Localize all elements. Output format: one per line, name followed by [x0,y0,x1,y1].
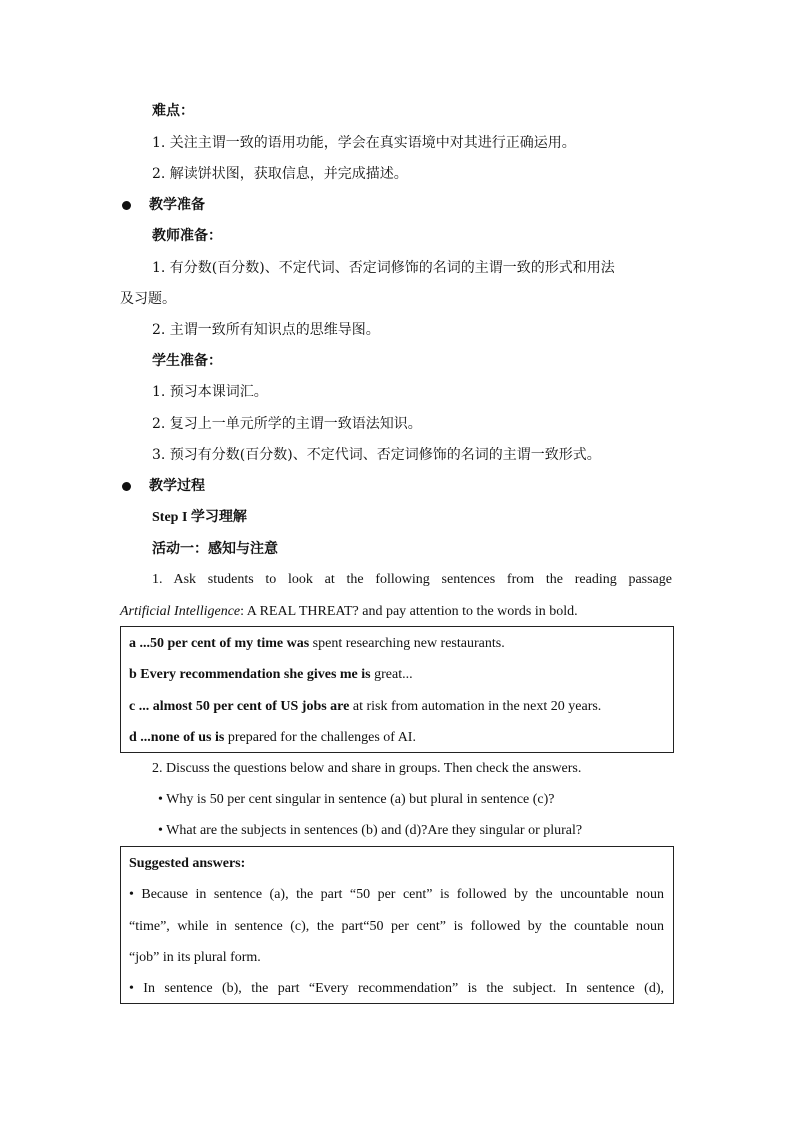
example-sentence-c: c ... almost 50 per cent of US jobs are at risk from automation in the next 20 years. [129,699,602,714]
student-prep-item: 3. 预习有分数(百分数)、不定代词、否定词修饰的名词的主谓一致形式。 [152,447,601,463]
instruction-2: 2. Discuss the questions below and share in groups. Then check the answers. [152,761,582,776]
student-prep-item: 1. 预习本课词汇。 [152,384,268,400]
bullet-dot [122,482,131,491]
instruction-1-rest: : A REAL THREAT? and pay attention to the words in bold. [240,604,578,619]
answer-line: • Because in sentence (a), the part “50 per cent” is followed by the uncountable noun [129,887,664,902]
step-heading: Step I 学习理解 [152,510,247,525]
passage-title: Artificial Intelligence [120,604,241,619]
answer-line: “job” in its plural form. [129,950,261,965]
bullet-dot [122,201,131,210]
question-item: • What are the subjects in sentences (b) and (d)?Are they singular or plural? [158,823,583,838]
teacher-prep-item: 1. 有分数(百分数)、不定代词、否定词修饰的名词的主谓一致的形式和用法 [152,260,615,276]
example-sentence-b: b Every recommendation she gives me is great... [129,667,413,682]
example-sentences-box [120,626,674,753]
answers-heading: Suggested answers: [129,856,246,871]
teacher-prep-heading: 教师准备： [152,228,222,244]
section-heading-preparation: 教学准备 [149,197,205,213]
difficulty-heading: 难点： [152,103,194,119]
example-sentence-d: d ...none of us is prepared for the challenges of AI. [129,730,416,745]
activity-heading: 活动一：感知与注意 [152,541,278,557]
answer-line: “time”, while in sentence (c), the part“50 per cent” is followed by the countable noun [129,919,664,934]
instruction-1-line2 [120,602,578,622]
answer-line: • In sentence (b), the part “Every recommendation” is the subject. In sentence (d), [129,981,664,996]
question-item: • Why is 50 per cent singular in sentence (a) but plural in sentence (c)? [158,792,555,807]
instruction-1-line1: 1. Ask students to look at the following sentences from the reading passage [152,572,672,587]
difficulty-item: 1. 关注主谓一致的语用功能，学会在真实语境中对其进行正确运用。 [152,135,576,151]
teacher-prep-item-cont: 及习题。 [120,291,176,307]
student-prep-heading: 学生准备： [152,353,222,369]
example-sentence-a: a ...50 per cent of my time was spent researching new restaurants. [129,636,505,651]
difficulty-item: 2. 解读饼状图，获取信息，并完成描述。 [152,166,408,182]
section-heading-process: 教学过程 [149,478,205,494]
student-prep-item: 2. 复习上一单元所学的主谓一致语法知识。 [152,416,422,432]
suggested-answers-box [120,846,674,1004]
teacher-prep-item: 2. 主谓一致所有知识点的思维导图。 [152,322,380,338]
